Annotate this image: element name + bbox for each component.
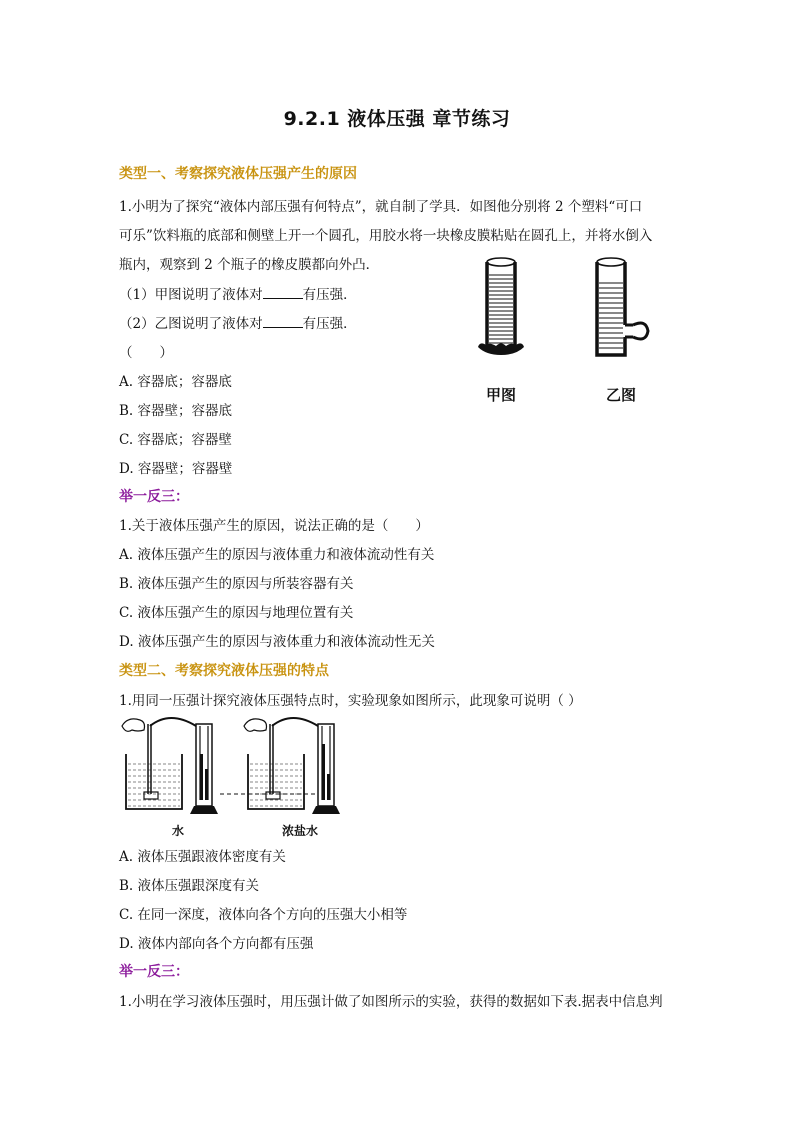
answer-blank[interactable] bbox=[263, 286, 303, 299]
bottle-figure bbox=[470, 255, 670, 380]
question-text: 1.小明在学习液体压强时，用压强计做了如图所示的实验，获得的数据如下表.据表中信息判 bbox=[119, 994, 663, 1010]
question-text: 1.关于液体压强产生的原因，说法正确的是（ ） bbox=[119, 518, 429, 534]
figure-label-water: 水 bbox=[172, 824, 185, 838]
section-heading: 类型一、考察探究液体压强产生的原因 bbox=[119, 166, 357, 182]
practice-heading: 举一反三： bbox=[119, 489, 189, 505]
sub-question-prefix: （2）乙图说明了液体对 bbox=[119, 316, 263, 332]
option-a: A. 液体压强跟液体密度有关 bbox=[119, 849, 286, 865]
option-d: D. 液体压强产生的原因与液体重力和液体流动性无关 bbox=[119, 634, 435, 650]
gauge-water-image bbox=[122, 718, 218, 814]
question-text-line: 瓶内，观察到 2 个瓶子的橡皮膜都向外凸． bbox=[119, 257, 380, 273]
practice-heading: 举一反三： bbox=[119, 964, 189, 980]
option-c: C. 液体压强产生的原因与地理位置有关 bbox=[119, 605, 354, 621]
sub-question-suffix: 有压强． bbox=[302, 287, 357, 303]
question-text-line: 1.小明为了探究“液体内部压强有何特点”，就自制了学具．如图他分别将 2 个塑料“可口 bbox=[119, 199, 643, 215]
option-b: B. 容器壁；容器底 bbox=[119, 403, 233, 419]
page-title: 9.2.1 液体压强 章节练习 bbox=[283, 108, 511, 130]
bottle-yi-image bbox=[597, 258, 648, 355]
option-b: B. 液体压强产生的原因与所装容器有关 bbox=[119, 576, 354, 592]
question-text-line: 可乐”饮料瓶的底部和侧壁上开一个圆孔，用胶水将一块橡皮膜粘贴在圆孔上，并将水倒入 bbox=[119, 228, 653, 244]
figure-label-yi: 乙图 bbox=[606, 386, 637, 404]
sub-question-prefix: （1）甲图说明了液体对 bbox=[119, 287, 263, 303]
sub-question-suffix: 有压强． bbox=[302, 316, 357, 332]
figure-label-brine: 浓盐水 bbox=[282, 824, 319, 838]
option-a: A. 液体压强产生的原因与液体重力和液体流动性有关 bbox=[119, 547, 435, 563]
answer-blank[interactable] bbox=[263, 315, 303, 328]
option-d: D. 容器壁；容器壁 bbox=[119, 461, 233, 477]
sub-question-1 bbox=[119, 283, 357, 303]
option-c: C. 容器底；容器壁 bbox=[119, 432, 232, 448]
option-c: C. 在同一深度，液体向各个方向的压强大小相等 bbox=[119, 907, 408, 923]
pressure-gauge-figure bbox=[120, 714, 345, 824]
option-d: D. 液体内部向各个方向都有压强 bbox=[119, 936, 314, 952]
answer-paren: （ ） bbox=[119, 345, 173, 361]
option-b: B. 液体压强跟深度有关 bbox=[119, 878, 260, 894]
bottle-jia-image bbox=[478, 258, 524, 355]
gauge-brine-image bbox=[244, 718, 340, 814]
sub-question-2 bbox=[119, 312, 357, 332]
question-text: 1.用同一压强计探究液体压强特点时，实验现象如图所示，此现象可说明（ ） bbox=[119, 693, 582, 709]
section-heading: 类型二、考察探究液体压强的特点 bbox=[119, 663, 329, 679]
figure-label-jia: 甲图 bbox=[486, 386, 517, 404]
option-a: A. 容器底；容器底 bbox=[119, 374, 232, 390]
